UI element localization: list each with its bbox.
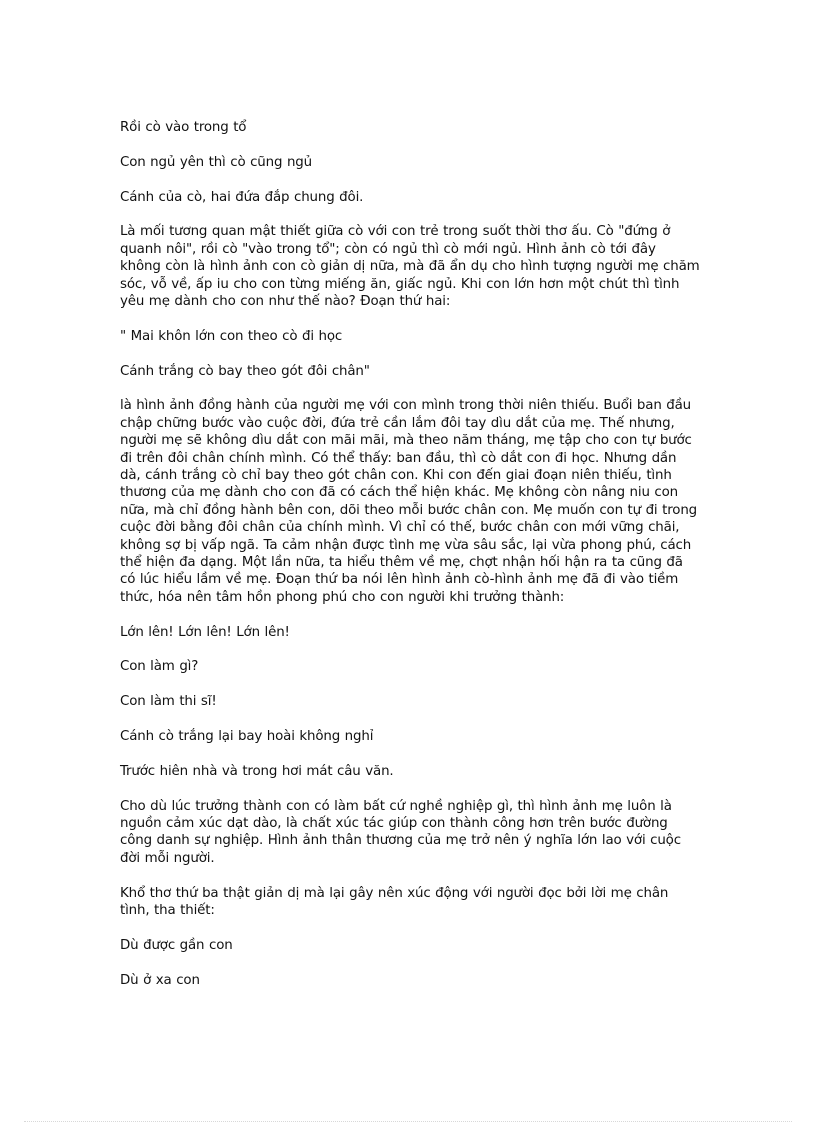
verse-line: Trước hiên nhà và trong hơi mát câu văn. — [120, 763, 394, 779]
verse-line: Cánh của cò, hai đứa đắp chung đôi. — [120, 189, 364, 205]
verse-line: " Mai khôn lớn con theo cò đi học — [120, 328, 343, 344]
verse-line: Cánh trắng cò bay theo gót đôi chân" — [120, 363, 370, 379]
page-bottom-divider — [24, 1121, 792, 1122]
verse-line: Dù ở xa con — [120, 972, 200, 988]
body-paragraph: là hình ảnh đồng hành của người mẹ với con mình trong thời niên thiếu. Buổi ban đầu chập chững bước vào cuộc đời, đứa trẻ cần lắm đôi tay dìu dắt của mẹ. Thế nhưng, người mẹ sẽ không dìu dắt con mãi mãi, mà theo năm tháng, mẹ tập cho con tự bước đi trên đôi chân chính mình. Có thể thấy: ban đầu, thì cò dắt con đi học. Nhưng dần dà, cánh trắng cò chỉ bay theo gót chân con. Khi con đến giai đoạn niên thiếu, tình thương của mẹ dành cho con đã có cách thể hiện khác. Mẹ không còn nâng niu con nữa, mà chỉ đồng hành bên con, dõi theo mỗi bước chân con. Mẹ muốn con tự đi trong cuộc đời bằng đôi chân của chính mình. Vì chỉ có thế, bước chân con mới vững chãi, không sợ bị vấp ngã. Ta cảm nhận được tình mẹ vừa sâu sắc, lại vừa phong phú, cách thể hiện đa dạng. Một lần nữa, ta hiểu thêm về mẹ, chợt nhận hối hận ra ta cũng đã có lúc hiểu lầm về mẹ. Đoạn thứ ba nói lên hình ảnh cò-hình ảnh mẹ đã đi vào tiềm thức, hóa nên tâm hồn phong phú cho con người khi trưởng thành: — [120, 398, 698, 605]
verse-line: Lớn lên! Lớn lên! Lớn lên! — [120, 624, 290, 640]
verse-line: Rồi cò vào trong tổ — [120, 120, 247, 135]
verse-line: Con làm thi sĩ! — [120, 694, 217, 710]
body-paragraph: Cho dù lúc trưởng thành con có làm bất cứ nghề nghiệp gì, thì hình ảnh mẹ luôn là nguồn cảm xúc dạt dào, là chất xúc tác giúp con thành công hơn trên bước đường công danh sự nghiệp. Hình ảnh thân thương của mẹ trở nên ý nghĩa lớn lao với cuộc đời mỗi người. — [120, 798, 681, 866]
verse-line: Dù được gần con — [120, 937, 233, 953]
document-body — [120, 119, 700, 1006]
verse-line: Con làm gì? — [120, 659, 199, 675]
verse-line: Cánh cò trắng lại bay hoài không nghỉ — [120, 729, 374, 745]
body-paragraph: Khổ thơ thứ ba thật giản dị mà lại gây nên xúc động với người đọc bởi lời mẹ chân tình, tha thiết: — [120, 885, 669, 919]
verse-line: Con ngủ yên thì cò cũng ngủ — [120, 154, 312, 170]
body-paragraph: Là mối tương quan mật thiết giữa cò với con trẻ trong suốt thời thơ ấu. Cò "đứng ở quanh nôi", rồi cò "vào trong tổ"; còn có ngủ thì cò mới ngủ. Hình ảnh cò tới đây không còn là hình ảnh con cò giản dị nữa, mà đã ẩn dụ cho hình tượng người mẹ chăm sóc, vỗ về, ấp iu cho con từng miếng ăn, giấc ngủ. Khi con lớn hơn một chút thì tình yêu mẹ dành cho con như thế nào? Đoạn thứ hai: — [120, 224, 700, 310]
